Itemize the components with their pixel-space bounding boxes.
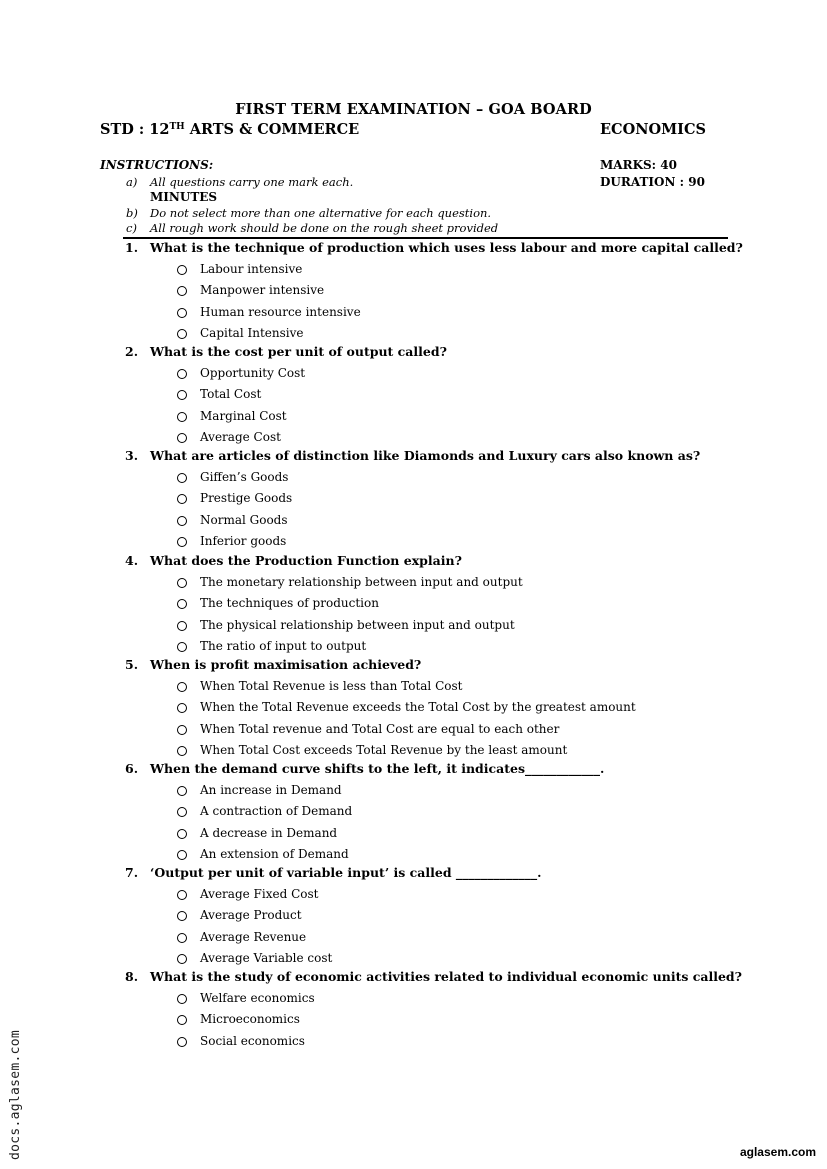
standard-superscript: TH	[169, 122, 185, 132]
instruction-letter: b)	[126, 206, 138, 220]
option-radio[interactable]	[177, 369, 187, 379]
option-label: Normal Goods	[200, 512, 288, 527]
question-number: 6.	[125, 761, 139, 776]
option-radio[interactable]	[177, 1037, 187, 1047]
instruction-item	[126, 206, 492, 220]
option-radio[interactable]	[177, 933, 187, 943]
option-label: Average Variable cost	[200, 951, 333, 966]
question-text: What does the Production Function explain?	[150, 553, 462, 568]
option-radio[interactable]	[177, 286, 187, 296]
header-divider	[123, 237, 728, 239]
option-label: When Total revenue and Total Cost are equal to each other	[200, 721, 560, 736]
option-label: An extension of Demand	[200, 847, 349, 862]
option-label: Prestige Goods	[200, 491, 293, 506]
question-number: 2.	[125, 344, 139, 359]
option-radio[interactable]	[177, 599, 187, 609]
duration-minutes: MINUTES	[150, 190, 218, 204]
option-label: Average Revenue	[200, 929, 307, 944]
duration-label: DURATION : 90	[600, 175, 705, 189]
option-radio[interactable]	[177, 954, 187, 964]
standard-prefix: STD : 12	[100, 121, 170, 138]
option-radio[interactable]	[177, 807, 187, 817]
question-text: What is the cost per unit of output called?	[150, 344, 447, 359]
option-radio[interactable]	[177, 308, 187, 318]
option-label: Total Cost	[200, 387, 262, 402]
instruction-text: All rough work should be done on the rough sheet provided	[150, 221, 499, 235]
option-label: Microeconomics	[200, 1012, 300, 1027]
option-radio[interactable]	[177, 390, 187, 400]
option-label: Average Product	[200, 908, 302, 923]
option-label: The techniques of production	[200, 596, 379, 611]
option-radio[interactable]	[177, 850, 187, 860]
instruction-letter: c)	[126, 221, 137, 235]
exam-title: FIRST TERM EXAMINATION – GOA BOARD	[235, 101, 592, 118]
option-radio[interactable]	[177, 911, 187, 921]
option-label: When Total Cost exceeds Total Revenue by the least amount	[200, 743, 568, 758]
option-radio[interactable]	[177, 829, 187, 839]
option-radio[interactable]	[177, 621, 187, 631]
question-text: ‘Output per unit of variable input’ is called _____________.	[150, 865, 542, 880]
option-radio[interactable]	[177, 494, 187, 504]
instructions-heading: INSTRUCTIONS:	[100, 158, 214, 172]
instruction-item	[126, 175, 354, 189]
option-label: Labour intensive	[200, 262, 303, 276]
option-label: Average Fixed Cost	[200, 887, 319, 901]
subject-label: ECONOMICS	[600, 121, 706, 138]
option-radio[interactable]	[177, 473, 187, 483]
instruction-item	[126, 221, 499, 235]
option-label: Manpower intensive	[200, 283, 325, 298]
option-radio[interactable]	[177, 642, 187, 652]
option-radio[interactable]	[177, 537, 187, 547]
option-label: An increase in Demand	[200, 783, 342, 797]
option-label: Average Cost	[200, 430, 281, 445]
question-text: What is the technique of production which uses less labour and more capital called?	[150, 240, 743, 255]
option-label: The ratio of input to output	[200, 639, 367, 654]
option-radio[interactable]	[177, 265, 187, 275]
option-label: When Total Revenue is less than Total Cost	[200, 679, 463, 693]
option-label: Human resource intensive	[200, 304, 361, 319]
option-radio[interactable]	[177, 890, 187, 900]
option-radio[interactable]	[177, 578, 187, 588]
instruction-text: Do not select more than one alternative for each question.	[150, 206, 492, 220]
question-number: 1.	[125, 240, 139, 255]
option-label: Inferior goods	[200, 534, 287, 549]
option-radio[interactable]	[177, 412, 187, 422]
question-text: What is the study of economic activities related to individual economic units called?	[150, 969, 742, 984]
option-label: A decrease in Demand	[200, 825, 338, 840]
instruction-text: All questions carry one mark each.	[150, 175, 354, 189]
option-radio[interactable]	[177, 433, 187, 443]
option-label: Giffen’s Goods	[200, 470, 289, 484]
footer-brand: aglasem.com	[739, 1145, 816, 1159]
option-label: Welfare economics	[200, 991, 315, 1005]
option-label: Social economics	[200, 1033, 305, 1048]
option-label: Opportunity Cost	[200, 366, 306, 380]
option-radio[interactable]	[177, 746, 187, 756]
question-text: When the demand curve shifts to the left, it indicates____________.	[150, 761, 605, 776]
option-label: The monetary relationship between input and output	[200, 575, 523, 589]
side-watermark: docs.aglasem.com	[8, 1029, 23, 1160]
option-radio[interactable]	[177, 1015, 187, 1025]
question-number: 7.	[125, 865, 139, 880]
option-radio[interactable]	[177, 329, 187, 339]
question-number: 4.	[125, 553, 139, 568]
question-text: When is profit maximisation achieved?	[150, 657, 422, 672]
option-radio[interactable]	[177, 516, 187, 526]
question-number: 5.	[125, 657, 139, 672]
option-label: The physical relationship between input and output	[200, 617, 515, 632]
standard-suffix: ARTS & COMMERCE	[184, 121, 360, 138]
question-number: 3.	[125, 448, 139, 463]
option-label: A contraction of Demand	[200, 804, 353, 819]
option-radio[interactable]	[177, 682, 187, 692]
option-radio[interactable]	[177, 725, 187, 735]
question-text: What are articles of distinction like Diamonds and Luxury cars also known as?	[150, 448, 701, 463]
question-number: 8.	[125, 969, 139, 984]
option-label: Marginal Cost	[200, 408, 287, 423]
instruction-letter: a)	[126, 175, 138, 189]
option-label: Capital Intensive	[200, 326, 304, 341]
option-radio[interactable]	[177, 703, 187, 713]
option-label: When the Total Revenue exceeds the Total Cost by the greatest amount	[200, 700, 636, 715]
standard-label	[100, 121, 359, 138]
option-radio[interactable]	[177, 786, 187, 796]
option-radio[interactable]	[177, 994, 187, 1004]
marks-label: MARKS: 40	[600, 158, 677, 172]
